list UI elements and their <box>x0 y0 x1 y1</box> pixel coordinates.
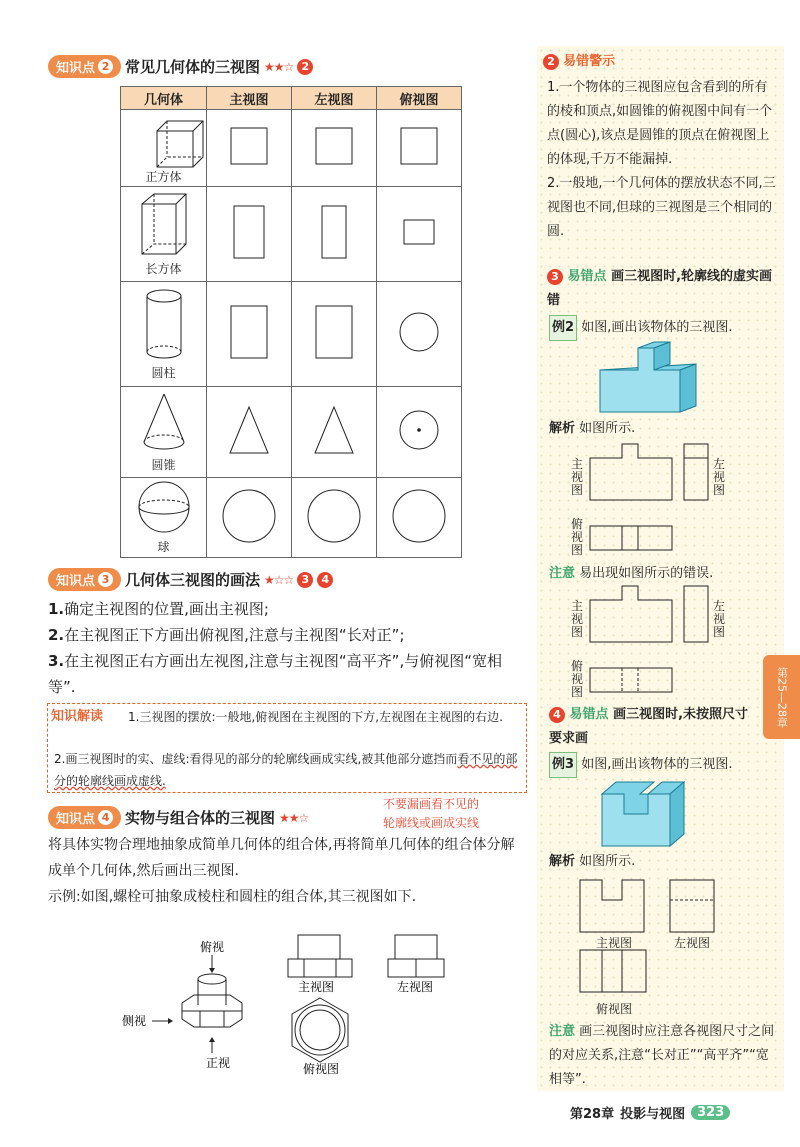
v-top-3: 俯视图 <box>596 1002 633 1016</box>
attention-1: 注意 易出现如图所示的错误. <box>549 566 714 581</box>
page-number: 323 <box>691 1105 730 1120</box>
cylinder-cell <box>121 282 207 387</box>
reference-badge: 2 <box>297 59 313 75</box>
explain-line-2: 2.画三视图时的实、虚线:看得见的部分的轮廓线画成实线,被其他部分遮挡而看不见的部分的轮廓线画成虚线. <box>54 752 518 788</box>
explain-tag: 知识解读 <box>51 709 104 724</box>
cuboid-figure <box>139 192 189 256</box>
bolt-left-label: 左视图 <box>397 980 434 994</box>
sphere-label: 球 <box>157 540 170 554</box>
footer-title: 投影与视图 <box>620 1107 686 1122</box>
section-title: 几何体三视图的画法 <box>125 571 261 589</box>
cone-left-view <box>313 405 355 455</box>
header-solid: 几何体 <box>121 87 207 110</box>
table-row <box>121 282 462 387</box>
attention-2: 注意 画三视图时应注意各视图尺寸之间的对应关系,注意“长对正”“高平齐”“宽相等”. <box>549 1024 775 1087</box>
step-item: 2.在主视图正下方画出俯视图,注意与主视图“长对正”; <box>48 626 405 644</box>
sphere-figure <box>136 480 192 534</box>
cylinder-main-view <box>229 304 269 360</box>
section-4-text: 将具体实物合理地抽象成简单几何体的组合体,再将简单几何体的组合体分解成单个几何体,然后画出三视图. 示例:如图,螺栓可抽象成棱柱和圆柱的组合体,其三视图如下. <box>48 837 515 905</box>
bolt-main-label: 主视图 <box>298 980 335 994</box>
v-main-3: 主视图 <box>596 936 633 950</box>
analysis-1: 解析 如图所示. <box>549 421 636 436</box>
error-answer <box>588 586 718 696</box>
sphere-left-view <box>306 488 362 544</box>
example-3-figure <box>600 776 698 850</box>
cylinder-top-view <box>398 311 440 353</box>
page-footer <box>570 1103 730 1122</box>
cuboid-main-view <box>232 204 266 260</box>
cone-cell <box>121 387 207 478</box>
v-top-1: 俯视图 <box>571 517 584 557</box>
cuboid-top-view <box>402 218 436 246</box>
cube-figure <box>154 118 204 170</box>
cuboid-left-view <box>320 204 348 260</box>
cuboid-label: 长方体 <box>145 261 182 276</box>
cube-cell <box>121 110 207 187</box>
sphere-main-view <box>221 488 277 544</box>
cone-figure <box>141 392 187 452</box>
cube-label: 正方体 <box>145 169 182 184</box>
knowledge-explain-box <box>47 703 527 793</box>
knowledge-pill: 知识点 2 <box>48 55 121 78</box>
knowledge-pill: 知识点 4 <box>48 806 121 829</box>
reference-badge: 4 <box>317 572 333 588</box>
cone-label: 圆锥 <box>151 457 176 472</box>
cone-main-view <box>228 405 270 455</box>
section-3-heading <box>48 568 333 591</box>
cuboid-cell <box>121 187 207 282</box>
header-main: 主视图 <box>207 87 292 110</box>
v-main-1: 主视图 <box>571 457 584 497</box>
header-top: 俯视图 <box>377 87 462 110</box>
stars-rating: ★☆☆ <box>264 572 294 587</box>
label-side-view: 侧视 <box>122 1014 147 1028</box>
warning-heading: 2 易错警示 <box>543 50 615 74</box>
bolt-diagram <box>120 935 450 1075</box>
explain-line-1: 1.三视图的摆放:一般地,俯视图在主视图的下方,左视图在主视图的右边. <box>128 710 503 724</box>
table-row <box>121 387 462 478</box>
cylinder-figure <box>144 288 184 360</box>
cone-top-view <box>398 409 440 451</box>
table-row <box>121 478 462 558</box>
example-2-answer <box>588 444 718 554</box>
three-view-table <box>120 86 462 558</box>
warning-text: 1.一个物体的三视图应包含看到的所有的棱和顶点,如圆锥的俯视图中间有一个点(圆心),该点是圆锥的顶点在俯视图上的体现,千万不能漏掉. 2.一般地,一个几何体的摆放状态不同,三视图也不同,但球的三视图是三个相同的圆. <box>547 80 776 239</box>
stars-rating: ★★☆ <box>264 59 294 74</box>
example-2: 例2 如图,画出该物体的三视图. <box>549 315 732 341</box>
reference-badge: 3 <box>297 572 313 588</box>
v-left-3: 左视图 <box>674 936 711 950</box>
handwritten-note: 不要漏画看不见的 轮廓线或画成实线 <box>383 797 480 830</box>
chapter-tab[interactable]: 第25—28章 <box>763 655 800 739</box>
analysis-2: 解析 如图所示. <box>549 854 636 869</box>
table-row <box>121 187 462 282</box>
bolt-top-label: 俯视图 <box>303 1062 340 1076</box>
section-4-heading <box>48 806 308 829</box>
cylinder-label: 圆柱 <box>151 365 176 380</box>
label-front-view: 正视 <box>206 1056 231 1070</box>
section-title: 实物与组合体的三视图 <box>125 809 276 827</box>
cube-top-view <box>399 126 439 166</box>
v-main-2: 主视图 <box>571 599 584 639</box>
section-title: 常见几何体的三视图 <box>125 58 261 76</box>
label-top-view: 俯视 <box>200 940 225 954</box>
steps-list <box>48 596 526 700</box>
header-left: 左视图 <box>292 87 377 110</box>
section-2-heading <box>48 55 313 78</box>
knowledge-pill: 知识点 3 <box>48 568 121 591</box>
cube-left-view <box>314 126 354 166</box>
example-2-figure <box>598 340 698 418</box>
step-item: 3.在主视图正右方画出左视图,注意与主视图“高平齐”,与俯视图“宽相等”. <box>48 652 502 696</box>
step-item: 1.确定主视图的位置,画出主视图; <box>48 600 269 618</box>
v-left-1: 左视图 <box>713 457 726 497</box>
error-4-heading: 4 易错点 画三视图时,未按照尺寸要求画 <box>549 707 749 746</box>
cube-main-view <box>229 126 269 166</box>
v-top-2: 俯视图 <box>571 659 584 699</box>
footer-chapter: 第28章 <box>570 1107 615 1122</box>
stars-rating: ★★☆ <box>279 810 309 825</box>
cylinder-left-view <box>314 304 354 360</box>
sphere-top-view <box>391 488 447 544</box>
sphere-cell <box>121 478 207 558</box>
table-row <box>121 110 462 187</box>
example-3: 例3 如图,画出该物体的三视图. <box>549 752 732 778</box>
error-3-heading: 3 易错点 画三视图时,轮廓线的虚实画错 <box>547 269 773 308</box>
v-left-2: 左视图 <box>713 599 726 639</box>
